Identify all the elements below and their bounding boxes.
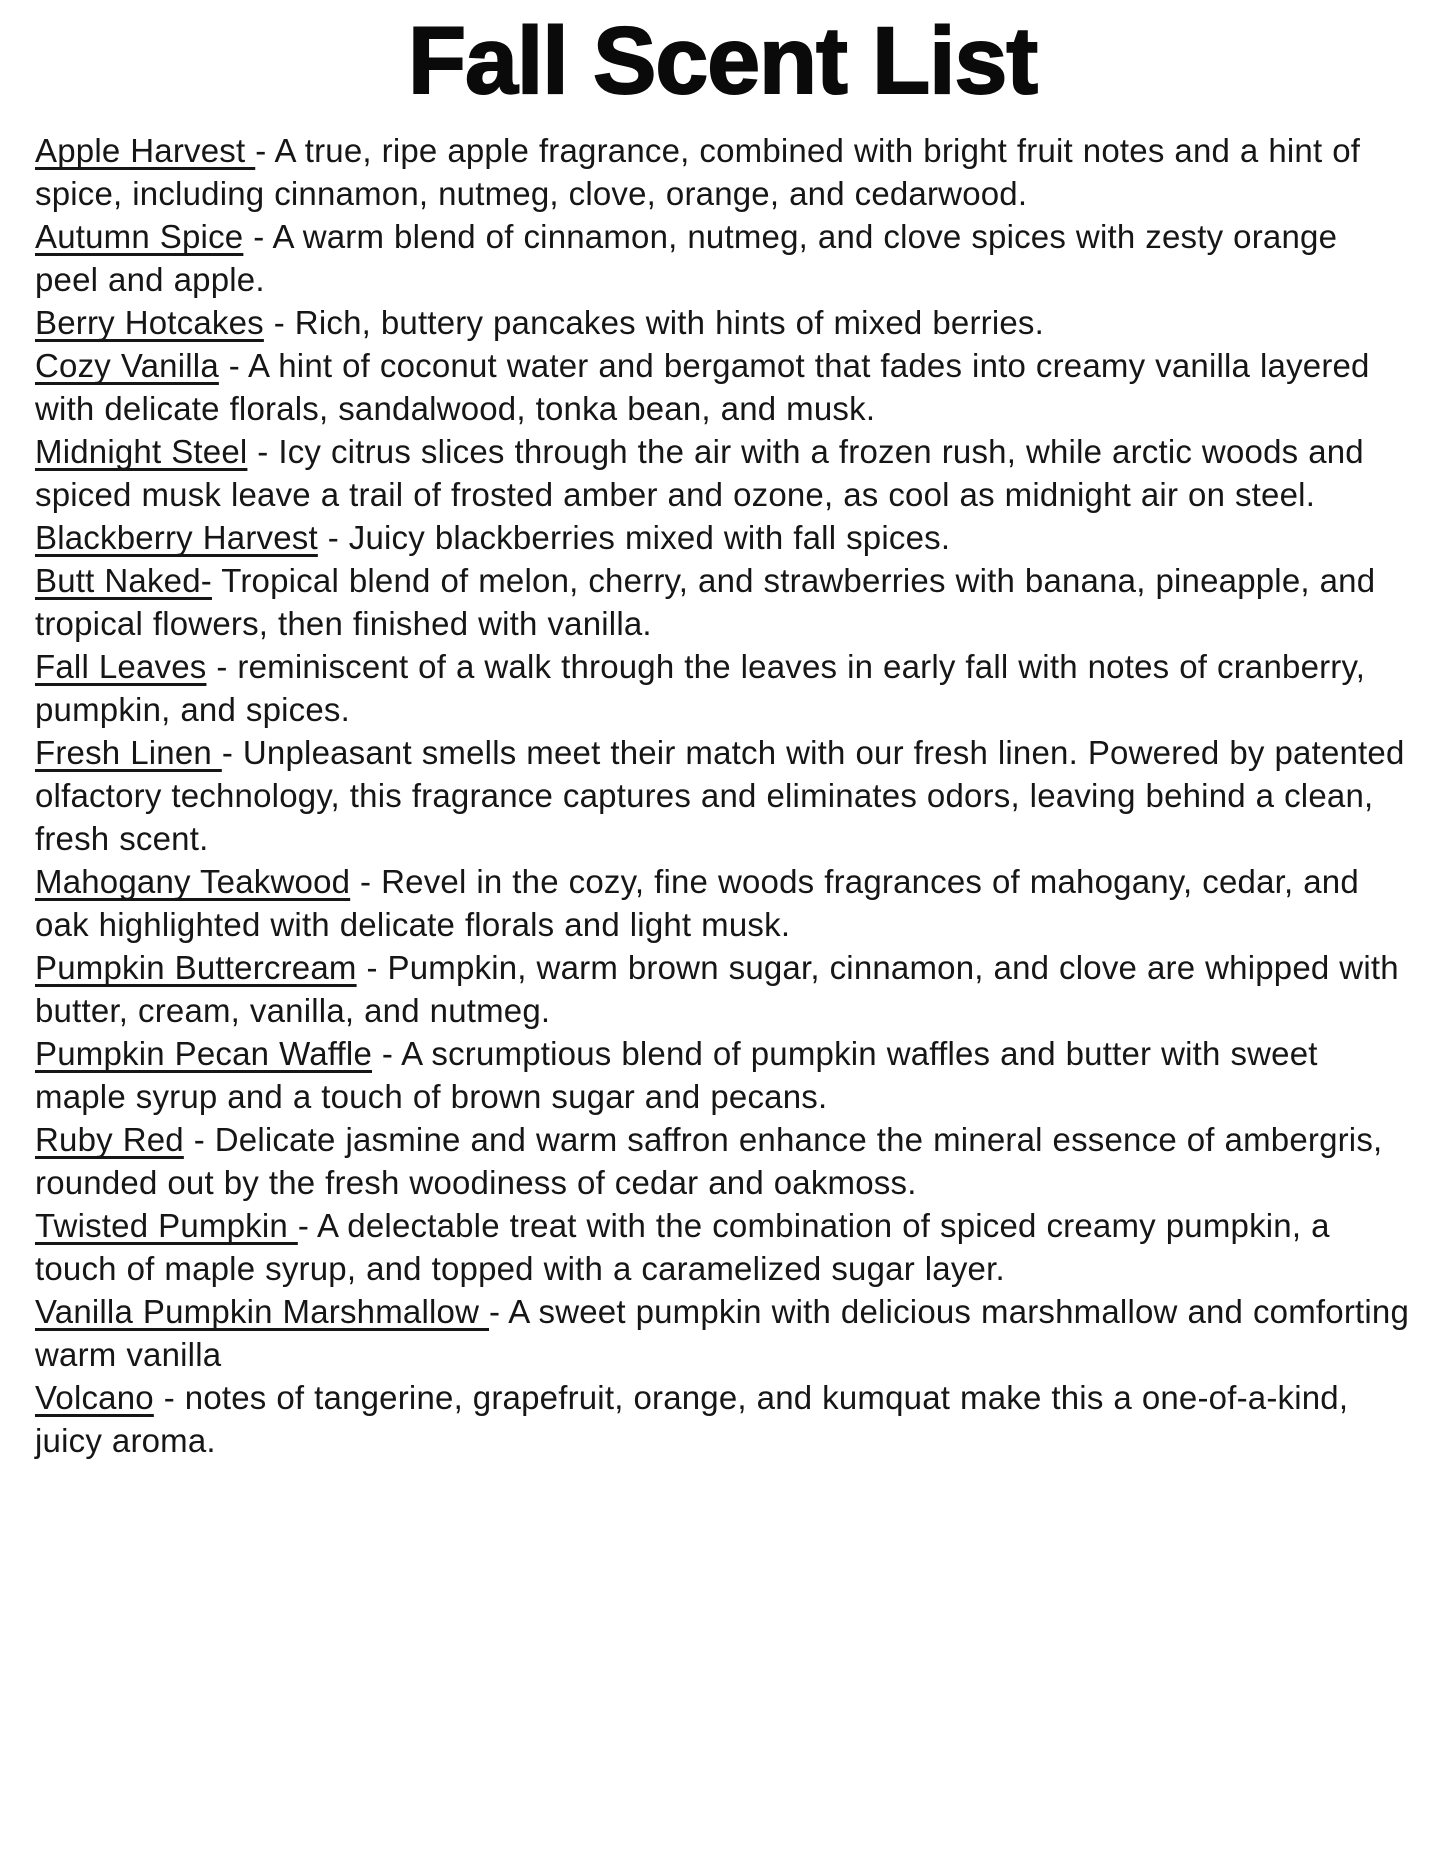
scent-name: Vanilla Pumpkin Marshmallow (35, 1293, 489, 1330)
scent-name: Twisted Pumpkin (35, 1207, 298, 1244)
scent-description: - Rich, buttery pancakes with hints of mixed berries. (263, 304, 1044, 341)
scent-name: Berry Hotcakes (35, 304, 264, 341)
scent-item (35, 516, 1410, 559)
scent-description: - A warm blend of cinnamon, nutmeg, and clove spices with zesty orange peel and apple. (35, 218, 1338, 298)
scent-description: - A scrumptious blend of pumpkin waffles and butter with sweet maple syrup and a touch of brown sugar and pecans. (35, 1035, 1318, 1115)
scent-item (35, 430, 1410, 516)
scent-name: Pumpkin Pecan Waffle (35, 1035, 372, 1072)
scent-name: Midnight Steel (35, 433, 248, 470)
scent-description: - Delicate jasmine and warm saffron enhance the mineral essence of ambergris, rounded out by the fresh woodiness of cedar and oakmoss. (35, 1121, 1383, 1201)
scent-description: - A delectable treat with the combination of spiced creamy pumpkin, a touch of maple syrup, and topped with a caramelized sugar layer. (35, 1207, 1330, 1287)
scent-name: Ruby Red (35, 1121, 184, 1158)
scent-item (35, 1118, 1410, 1204)
scent-description: - Juicy blackberries mixed with fall spices. (317, 519, 951, 556)
scent-item (35, 1290, 1410, 1376)
scent-item (35, 645, 1410, 731)
scent-name: Cozy Vanilla (35, 347, 219, 384)
scent-description: - A true, ripe apple fragrance, combined with bright fruit notes and a hint of spice, including cinnamon, nutmeg, clove, orange, and cedarwood. (35, 132, 1361, 212)
scent-item (35, 1376, 1410, 1462)
scent-description: - Icy citrus slices through the air with a frozen rush, while arctic woods and spiced musk leave a trail of frosted amber and ozone, as cool as midnight air on steel. (35, 433, 1364, 513)
scent-name: Apple Harvest (35, 132, 256, 169)
scent-item (35, 301, 1410, 344)
scent-item (35, 215, 1410, 301)
scent-item (35, 1032, 1410, 1118)
scent-description: - reminiscent of a walk through the leaves in early fall with notes of cranberry, pumpkin, and spices. (35, 648, 1366, 728)
scent-description: - notes of tangerine, grapefruit, orange, and kumquat make this a one-of-a-kind, juicy aroma. (35, 1379, 1349, 1459)
scent-item (35, 129, 1410, 215)
scent-item (35, 731, 1410, 860)
scent-name: Fresh Linen (35, 734, 222, 771)
scent-name: Butt Naked- (35, 562, 212, 599)
scent-name: Autumn Spice (35, 218, 244, 255)
scent-name: Fall Leaves (35, 648, 207, 685)
scent-item (35, 559, 1410, 645)
scent-name: Pumpkin Buttercream (35, 949, 357, 986)
scent-description: - A sweet pumpkin with delicious marshmallow and comforting warm vanilla (35, 1293, 1410, 1373)
scent-list (35, 129, 1410, 1462)
scent-description: - A hint of coconut water and bergamot that fades into creamy vanilla layered with delicate florals, sandalwood, tonka bean, and musk. (35, 347, 1370, 427)
page-title: Fall Scent List (407, 8, 1038, 114)
scent-description: Tropical blend of melon, cherry, and strawberries with banana, pineapple, and tropical flowers, then finished with vanilla. (35, 562, 1376, 642)
scent-description: - Unpleasant smells meet their match with our fresh linen. Powered by patented olfactory technology, this fragrance captures and eliminates odors, leaving behind a clean, fresh scent. (35, 734, 1405, 857)
scent-description: - Pumpkin, warm brown sugar, cinnamon, and clove are whipped with butter, cream, vanilla, and nutmeg. (35, 949, 1399, 1029)
scent-item (35, 344, 1410, 430)
scent-description: - Revel in the cozy, fine woods fragrances of mahogany, cedar, and oak highlighted with delicate florals and light musk. (35, 863, 1359, 943)
scent-name: Mahogany Teakwood (35, 863, 351, 900)
scent-item (35, 1204, 1410, 1290)
scent-name: Blackberry Harvest (35, 519, 318, 556)
scent-item (35, 946, 1410, 1032)
scent-name: Volcano (35, 1379, 154, 1416)
scent-item (35, 860, 1410, 946)
